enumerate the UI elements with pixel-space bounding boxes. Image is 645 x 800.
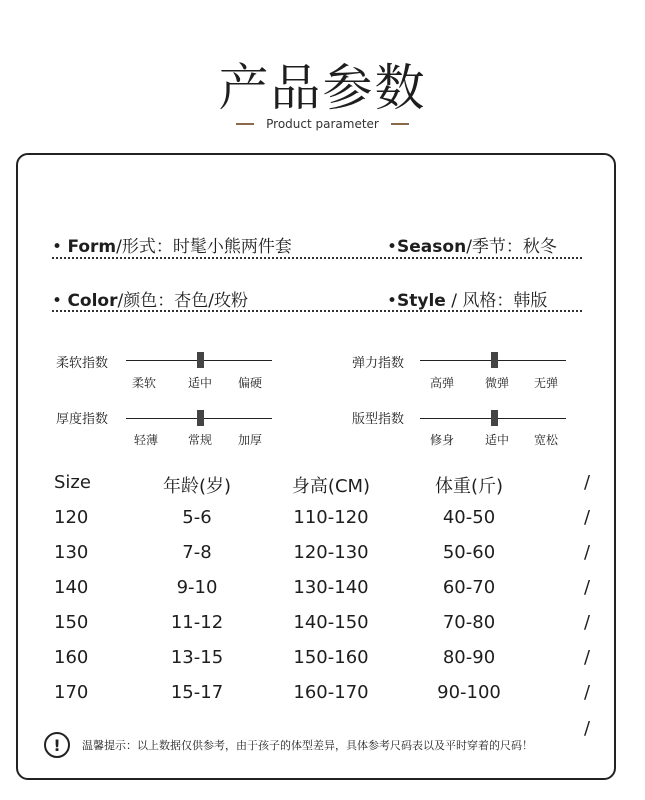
- cell-weight: 40-50: [442, 507, 496, 528]
- cell-weight: 70-80: [442, 612, 496, 633]
- cell-slash: /: [584, 682, 591, 703]
- elasticity-tick-high: 高弹: [429, 376, 455, 390]
- cell-height: 120-130: [293, 542, 369, 563]
- cell-size: 130: [54, 542, 89, 563]
- elasticity-index-label: 弹力指数: [352, 356, 405, 371]
- elasticity-tick-none: 无弹: [533, 376, 559, 390]
- cell-weight: 80-90: [442, 647, 496, 668]
- page-subtitle: Product parameter: [266, 117, 379, 131]
- exclamation-circle-icon: !: [44, 732, 70, 758]
- fit-tick-medium: 适中: [484, 433, 510, 447]
- header-slash: /: [584, 472, 591, 493]
- season-label-en: Season: [397, 237, 467, 257]
- table-row: [0, 577, 645, 607]
- table-row: [0, 682, 645, 712]
- elasticity-knob: [491, 352, 498, 368]
- style-label-en: Style: [397, 291, 446, 311]
- warm-tip-text: 温馨提示：以上数据仅供参考，由于孩子的体型差异，具体参考尺码表以及平时穿着的尺码！: [82, 739, 533, 752]
- header-weight: 体重(斤): [434, 476, 504, 497]
- form-value: /形式：时髦小熊两件套: [116, 237, 292, 257]
- cell-size: 140: [54, 577, 89, 598]
- cell-size: 120: [54, 507, 89, 528]
- cell-age: 7-8: [182, 542, 212, 563]
- cell-slash: /: [584, 577, 591, 598]
- cell-age: 5-6: [182, 507, 212, 528]
- header-size: Size: [54, 472, 91, 493]
- trailing-slash: /: [584, 718, 591, 739]
- cell-height: 110-120: [293, 507, 369, 528]
- cell-slash: /: [584, 647, 591, 668]
- thickness-tick-thin: 轻薄: [133, 433, 159, 447]
- cell-height: 130-140: [293, 577, 369, 598]
- cell-age: 13-15: [170, 647, 224, 668]
- softness-index-label: 柔软指数: [56, 356, 109, 371]
- cell-size: 170: [54, 682, 89, 703]
- thickness-knob: [197, 410, 204, 426]
- style-attribute: [387, 286, 547, 311]
- table-row: [0, 612, 645, 642]
- right-dash-decoration: [391, 123, 409, 125]
- warm-tip-row: [44, 732, 533, 758]
- table-row: [0, 507, 645, 537]
- season-value: /季节：秋冬: [466, 237, 557, 257]
- cell-age: 9-10: [176, 577, 218, 598]
- cell-weight: 90-100: [437, 682, 501, 703]
- page-title: 产品参数: [218, 59, 427, 117]
- cell-size: 160: [54, 647, 89, 668]
- fit-tick-loose: 宽松: [533, 433, 559, 447]
- left-dash-decoration: [236, 123, 254, 125]
- softness-tick-soft: 柔软: [131, 376, 157, 390]
- cell-height: 140-150: [293, 612, 369, 633]
- color-label-en: Color: [67, 291, 118, 311]
- cell-slash: /: [584, 507, 591, 528]
- style-value: / 风格：韩版: [445, 291, 548, 311]
- fit-tick-slim: 修身: [429, 433, 455, 447]
- color-value: /颜色：杏色/玫粉: [117, 291, 248, 311]
- table-row: [0, 542, 645, 572]
- thickness-index-label: 厚度指数: [56, 412, 109, 427]
- cell-slash: /: [584, 542, 591, 563]
- cell-age: 11-12: [170, 612, 224, 633]
- bullet-dot: •: [387, 237, 398, 257]
- elasticity-tick-slight: 微弹: [484, 376, 510, 390]
- form-attribute: [52, 232, 292, 257]
- cell-height: 150-160: [293, 647, 369, 668]
- softness-tick-medium: 适中: [187, 376, 213, 390]
- fit-knob: [491, 410, 498, 426]
- cell-height: 160-170: [293, 682, 369, 703]
- season-attribute: [387, 232, 557, 257]
- color-attribute: [52, 286, 248, 311]
- bullet-dot: •: [387, 291, 398, 311]
- softness-tick-hard: 偏硬: [237, 376, 263, 390]
- cell-slash: /: [584, 612, 591, 633]
- table-row: [0, 647, 645, 677]
- header-age: 年龄(岁): [162, 476, 232, 497]
- cell-weight: 60-70: [442, 577, 496, 598]
- cell-size: 150: [54, 612, 89, 633]
- form-label-en: Form: [67, 237, 117, 257]
- cell-age: 15-17: [170, 682, 224, 703]
- cell-weight: 50-60: [442, 542, 496, 563]
- bullet-dot: •: [52, 237, 68, 257]
- subtitle-row: [0, 117, 645, 131]
- thickness-tick-thick: 加厚: [237, 433, 263, 447]
- dotted-divider: [52, 310, 582, 312]
- dotted-divider: [52, 257, 582, 259]
- thickness-tick-regular: 常规: [187, 433, 213, 447]
- header-height: 身高(CM): [291, 476, 371, 497]
- fit-index-label: 版型指数: [352, 412, 405, 427]
- softness-knob: [197, 352, 204, 368]
- size-table-header: [0, 472, 645, 502]
- bullet-dot: •: [52, 291, 68, 311]
